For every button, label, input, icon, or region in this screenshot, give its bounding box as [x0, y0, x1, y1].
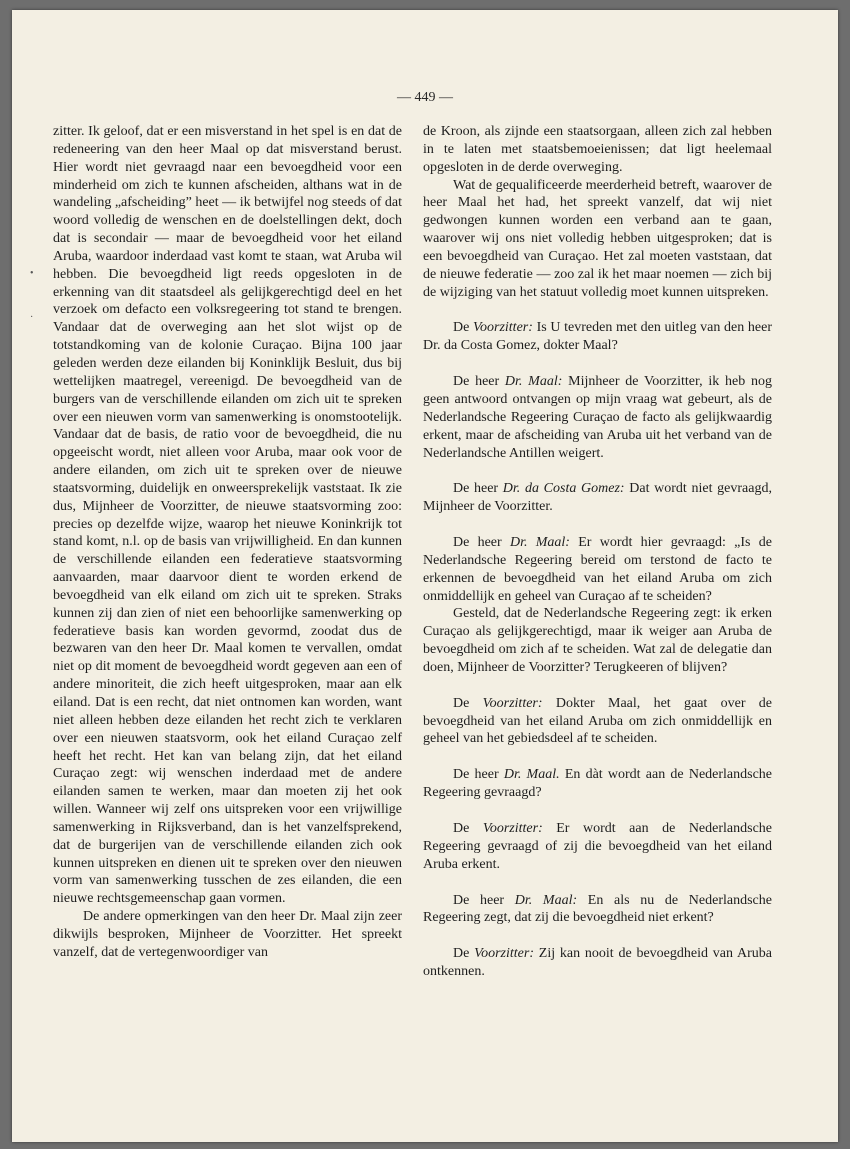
speaker-name: Voorzitter:: [473, 320, 533, 336]
paragraph: [423, 892, 772, 928]
speaker-name: Dr. Maal:: [514, 892, 578, 908]
speaker-prefix: De: [453, 695, 483, 711]
left-column: [53, 123, 402, 962]
speaker-name: Voorzitter:: [474, 946, 534, 962]
speaker-prefix: De heer: [453, 374, 505, 390]
paragraph-text: de Kroon, als zijnde een staatsorgaan, alleen zich zal hebben in te laten met staatsbemoeienissen; dat ligt heelemaal opgesloten in de derde overweging.: [423, 124, 772, 175]
page-number: — 449 —: [397, 90, 453, 105]
paragraph: zitter. Ik geloof, dat er een misverstand in het spel is en dat de redeneering van den heer Maal op dat misverstand berust. Hier wordt niet gevraagd naar een bevoegdheid voor een minderheid om zich te kunnen afscheiden, althans wat in de wandeling „afscheiding” heet — ik betwijfel nog steeds of dat woord volledig de wenschen en de doelstellingen dekt, doch dat is secondair — maar de bevoegdheid voor het eiland Aruba, waardoor inderdaad vast komt te staan, wat Aruba wil hebben. Die bevoegdheid ligt reeds opgesloten in de erkenning van dit staatsdeel als gelijkgerechtigd deel en het verzoek om defacto een volksregeering tot stand te brengen. Vandaar dat de overweging aan het slot wijst op de totstandkoming van de kolonie Curaçao. Bijna 100 jaar geleden werden deze eilanden bij Koninklijk Besluit, dus bij wettelijken maatregel, vereenigd. De bevoegdheid van de burgers van de verschillende eilanden om zich uit te spreken over een nieuwen vorm van samenwerking is onomstootelijk. Vandaar dat de basis, de ratio voor de bevoegdheid, die nu opgeeischt wordt, niet alleen voor Aruba, maar ook voor de andere eilanden, om zich uit te spreken over de nieuwe staatsvorming, duidelijk en onweersprekelijk vaststaat. Ik zie dus, Mijnheer de Voorzitter, de nieuwe staatsvorming zoo: precies op dezelfde wijze, waarop het nieuwe Koninkrijk tot stand komt, n.l. op de basis van vrijwilligheid. En dan kunnen de verschillende eilanden een federatieve staatsvorming aanvaarden, maar daarvoor dient te worden erkend de bevoegdheid van elk eiland om zich uit te spreken. Straks kunnen zij dan zien of niet een behoorlijke samenwerking op federatieve basis kan worden gevormd, zoodat dus de bezwaren van den heer Dr. Maal komen te vervallen, omdat niet op dit moment de bevoegdheid wordt gegeven aan een of andere minoriteit, die zich heeft uitgesproken, maar aan elk eiland. Dat is een recht, dat niet ontnomen kan worden, want niet alleen hebben deze eilanden het recht zich te verklaren over een nieuwen staatsvorm, ook het eiland Curaçao zelf heeft het recht. Het kan van belang zijn, dat het eiland Curaçao zegt: wij wenschen inderdaad met de andere eilanden samen te werken, maar dan moeten zij het ook willen. Wanneer wij zelf ons uitspreken voor een vrijwillige samenwerking in Rijksverband, dan is het vanzelfsprekend, dat de burgerijen van de verschillende eilanden zich ook kunnen uitspreken en dienen uit te spreken over den nieuwen vorm van samenwerking tusschen de zes eilanden, die een nieuwe rechtsgemeenschap gaan vormen.: [53, 124, 402, 907]
paragraph: [423, 123, 772, 177]
margin-dot: •: [30, 268, 34, 279]
paragraph-text: Er wordt aan de Nederlandsche Regeering gevraagd of zij die bevoegdheid van het eiland Aruba erkent.: [423, 821, 772, 872]
paragraph-text: En als nu de Nederlandsche Regeering zegt, dat zij die bevoegdheid niet erkent?: [423, 892, 772, 926]
document-page: [12, 10, 838, 1142]
speaker-prefix: De heer: [453, 481, 503, 497]
paragraph: [423, 766, 772, 802]
speaker-name: Dr. Maal.: [503, 767, 560, 783]
paragraph: [423, 480, 772, 516]
paragraph: [423, 820, 772, 874]
speaker-prefix: De heer: [453, 767, 504, 783]
paragraph-text: Zij kan nooit de bevoegdheid van Aruba ontkennen.: [423, 946, 772, 980]
speaker-name: Voorzitter:: [482, 821, 543, 836]
paragraph-text: Is U tevreden met den uitleg van den heer Dr. da Costa Gomez, dokter Maal?: [423, 320, 772, 354]
paragraph: [423, 605, 772, 676]
paragraph: [423, 177, 772, 302]
paragraph: De andere opmerkingen van den heer Dr. Maal zijn zeer dikwijls besproken, Mijnheer de Voorzitter. Het spreekt vanzelf, dat de vertegenwoordiger van: [53, 909, 402, 960]
speaker-prefix: De: [453, 320, 473, 336]
paragraph: [423, 319, 772, 355]
speaker-prefix: De: [453, 821, 483, 836]
paragraph: [423, 534, 772, 605]
margin-dot: ·: [30, 312, 34, 323]
speaker-name: Dr. Maal:: [509, 535, 570, 551]
paragraph-text: Gesteld, dat de Nederlandsche Regeering zegt: ik erken Curaçao als gelijkgerechtigd, maar ik weiger aan Aruba de bevoegdheid om zich af te scheiden. Wat zal de delegatie dan doen, Mijnheer de Voorzitter? Terugkeeren of blijven?: [423, 606, 772, 675]
speaker-prefix: De: [453, 946, 475, 962]
paragraph-text: Er wordt hier gevraagd: „Is de Nederlandsche Regeering bereid om terstond de facto te erkennen de bevoegdheid van het eiland Aruba om zich onmiddellijk en geheel van Curaçao af te scheiden?: [423, 535, 772, 604]
paragraph: [423, 695, 772, 749]
paragraph-text: En dàt wordt aan de Nederlandsche Regeering gevraagd?: [423, 767, 773, 801]
paragraph: [423, 945, 772, 981]
paragraph-text: Dat wordt niet gevraagd, Mijnheer de Voorzitter.: [423, 481, 772, 515]
paragraph-text: Dokter Maal, het gaat over de bevoegdheid van het eiland Aruba om zich onmiddellijk en geheel van het gebiedsdeel af te scheiden.: [423, 695, 773, 747]
paragraph: [423, 373, 772, 462]
speaker-name: Voorzitter:: [482, 695, 543, 711]
paragraph-text: Wat de gequalificeerde meerderheid betreft, waarover de heer Maal het had, het spreekt vanzelf, dat wij niet gedwongen kunnen worden een verband aan te gaan, waarover wij ons niet volledig hebben uitgesproken; dat is een bevoegdheid van Curaçao. Het zal moeten vaststaan, dat de nieuwe federatie — zoo zal ik het maar noemen — zich bij de wijziging van het statuut volledig moet kunnen uitspreken.: [423, 177, 772, 300]
speaker-name: Dr. da Costa Gomez:: [502, 481, 625, 497]
paragraph-text: Mijnheer de Voorzitter, ik heb nog geen antwoord ontvangen op mijn vraag wat gebeurt, als de Nederlandsche Regeering Curaçao de facto als gelijkwaardig erkent, maar de afscheiding van Aruba uit het verband van de Nederlandsche Antillen weigert.: [423, 374, 772, 461]
speaker-prefix: De heer: [453, 535, 510, 551]
speaker-prefix: De heer: [453, 892, 515, 908]
speaker-name: Dr. Maal:: [504, 374, 563, 390]
right-column: [423, 123, 772, 981]
